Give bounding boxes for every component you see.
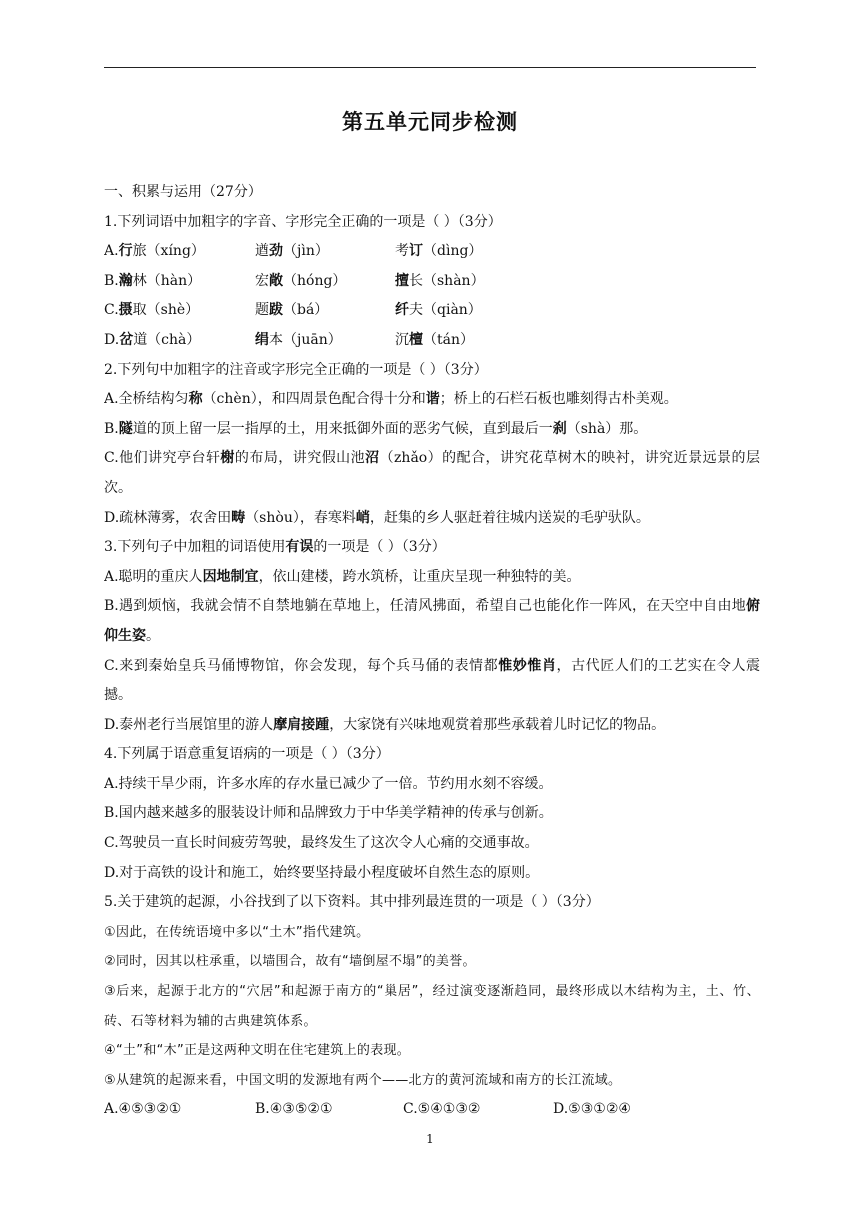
page-title: 第五单元同步检测 [342,109,518,134]
question-3-option-a: A.聪明的重庆人因地制宜，依山建楼，跨水筑桥，让重庆呈现一种独特的美。 [104,568,581,585]
question-2-option-b: B.隧道的顶上留一层一指厚的土，用来抵御外面的恶劣气候，直到最后一刹（shà）那。 [104,420,648,437]
question-5-sentence-5: ⑤从建筑的起源来看，中国文明的发源地有两个——北方的黄河流域和南方的长江流域。 [104,1072,622,1088]
question-4-option-a: A.持续干旱少雨，许多水库的存水量已减少了一倍。节约用水刻不容缓。 [104,775,553,792]
question-1-option-c: C.摄取（shè） 题跋（bá） 纤夫（qiàn） [104,302,482,319]
question-3-option-d: D.泰州老行当展馆里的游人摩肩接踵，大家饶有兴味地观赏着那些承载着儿时记忆的物品。 [104,716,666,733]
question-5-sentence-2: ②同时，因其以柱承重，以墙围合，故有“墙倒屋不塌”的美誉。 [104,954,476,970]
question-5-option-d: D.⑤③①②④ [553,1101,631,1118]
question-1-option-a: A.行旅（xíng） 遒劲（jìn） 考订（dìng） [104,243,483,260]
question-3-option-c: C.来到秦始皇兵马俑博物馆，你会发现，每个兵马俑的表情都惟妙惟肖，古代匠人们的工艺实在令人震撼。 [104,657,760,704]
question-5-option-b: B.④③⑤②① [255,1101,333,1118]
question-5-sentence-4: ④“土”和“木”正是这两种文明在住宅建筑上的表现。 [104,1043,411,1059]
question-4-stem: 4.下列属于语意重复语病的一项是（ ）（3分） [104,746,390,763]
question-1-option-d: D.岔道（chà） 绢本（juān） 沉檀（tán） [104,331,474,348]
question-5-sentence-3: ③后来，起源于北方的“穴居”和起源于南方的“巢居”，经过演变逐渐趋同，最终形成以木结构为主，土、竹、砖、石等材料为辅的古典建筑体系。 [104,984,760,1029]
question-2-option-c: C.他们讲究亭台轩榭的布局，讲究假山池沼（zhǎo）的配合，讲究花草树木的映衬，讲究近景远景的层次。 [104,450,760,496]
question-5-sentence-1: ①因此，在传统语境中多以“土木”指代建筑。 [104,924,370,940]
question-3-option-b: B.遇到烦恼，我就会情不自禁地躺在草地上，任清风拂面，希望自己也能化作一阵风，在天空中自由地俯仰生姿。 [104,598,760,644]
document-body [104,178,760,1125]
question-5-option-a: A.④⑤③②① [104,1101,182,1118]
question-4-option-c: C.驾驶员一直长时间疲劳驾驶，最终发生了这次令人心痛的交通事故。 [104,835,539,852]
header-rule [104,67,756,68]
question-3-stem: 3.下列句子中加粗的词语使用有误的一项是（ ）（3分） [104,539,446,556]
question-4-option-b: B.国内越来越多的服装设计师和品牌致力于中华美学精神的传承与创新。 [104,805,553,822]
question-1-stem: 1.下列词语中加粗字的字音、字形完全正确的一项是（ ）（3分） [104,213,502,230]
question-2-option-d: D.疏林薄雾，农舍田畴（shòu），春寒料峭，赶集的乡人驱赶着往城内送炭的毛驴驮队。 [104,509,650,526]
question-4-option-d: D.对于高铁的设计和施工，始终要坚持最小程度破坏自然生态的原则。 [104,864,540,881]
question-2-option-a: A.全桥结构匀称（chèn），和四周景色配合得十分和谐；桥上的石栏石板也雕刻得古朴美观。 [104,391,678,408]
section-heading: 一、积累与运用（27分） [104,184,262,200]
question-5-options [104,1095,760,1125]
question-5-stem: 5.关于建筑的起源，小谷找到了以下资料。其中排列最连贯的一项是（ ）（3分） [104,894,600,911]
question-1-option-b: B.瀚林（hàn） 宏敞（hóng） 擅长（shàn） [104,272,485,289]
question-5-option-c: C.⑤④①③② [403,1101,481,1118]
page-number: 1 [426,1132,434,1146]
question-2-stem: 2.下列句中加粗字的注音或字形完全正确的一项是（ ）（3分） [104,361,488,378]
